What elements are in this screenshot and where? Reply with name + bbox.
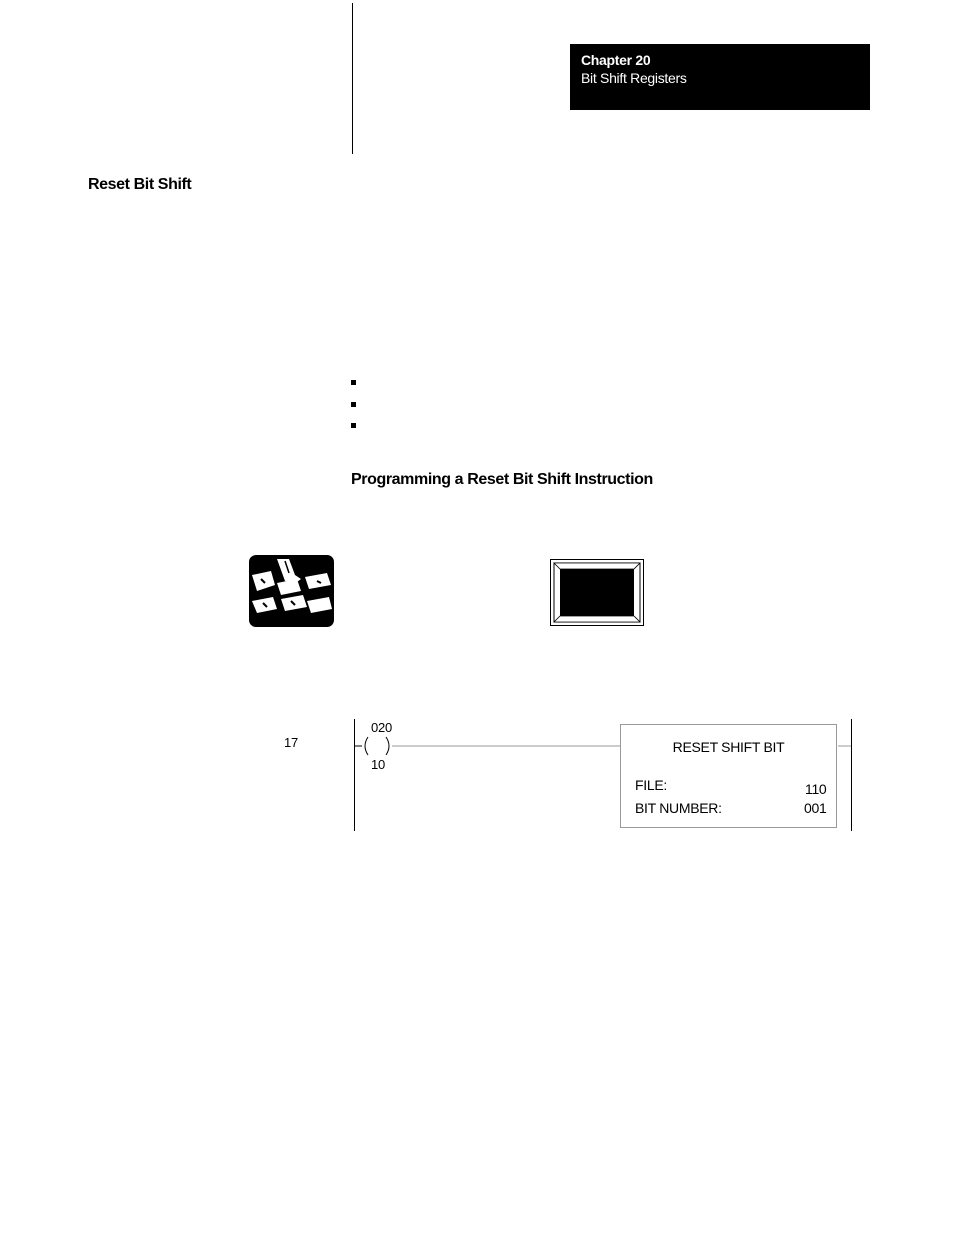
rung-number: 17 bbox=[284, 735, 299, 750]
bullet-marker bbox=[351, 380, 356, 385]
contact-bit: 10 bbox=[371, 757, 386, 772]
chapter-number: Chapter 20 bbox=[581, 52, 651, 68]
subsection-heading: Programming a Reset Bit Shift Instruction bbox=[351, 471, 653, 488]
instruction-title: RESET SHIFT BIT bbox=[672, 739, 785, 755]
chapter-header bbox=[570, 44, 870, 110]
section-heading: Reset Bit Shift bbox=[88, 176, 192, 193]
file-value: 110 bbox=[805, 781, 827, 797]
bullet-marker bbox=[351, 402, 356, 407]
file-label: FILE: bbox=[635, 777, 667, 793]
terminal-screen-icon bbox=[550, 559, 644, 626]
reset-shift-bit-instruction bbox=[620, 724, 837, 828]
contact-address: 020 bbox=[371, 720, 393, 735]
bullet-marker bbox=[351, 423, 356, 428]
bit-number-value: 001 bbox=[804, 800, 827, 816]
bit-number-label: BIT NUMBER: bbox=[635, 800, 722, 816]
keyboard-keys-icon bbox=[249, 555, 334, 627]
margin-rule bbox=[352, 3, 353, 154]
chapter-title: Bit Shift Registers bbox=[581, 70, 687, 86]
